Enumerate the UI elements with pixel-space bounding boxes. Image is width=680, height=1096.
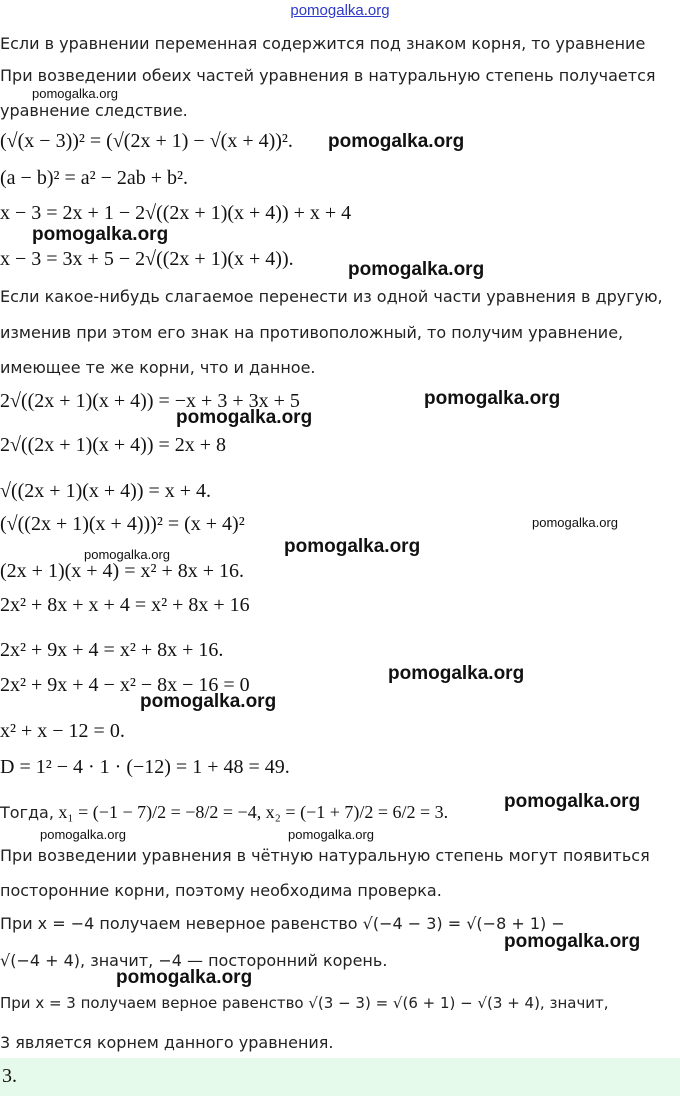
paragraph: имеющее те же корни, что и данное. [0,358,316,377]
watermark: pomogalka.org [176,407,313,428]
watermark: pomogalka.org [504,931,641,952]
check-line: √(−4 + 4), значит, −4 — посторонний корень. [0,951,388,970]
watermark: pomogalka.org [532,515,618,530]
paragraph: изменив при этом его знак на противоположный, то получим уравнение, [0,323,624,342]
equation: x − 3 = 2x + 1 − 2√((2x + 1)(x + 4)) + x + 4 [0,202,352,224]
watermark: pomogalka.org [328,131,465,152]
roots-prefix: Тогда, [0,803,54,822]
equation: D = 1² − 4 · 1 · (−12) = 1 + 48 = 49. [0,756,290,778]
watermark: pomogalka.org [140,691,277,712]
next-item-bar [0,1058,680,1096]
roots-line [0,802,448,823]
paragraph: посторонние корни, поэтому необходима проверка. [0,881,442,900]
watermark: pomogalka.org [84,547,170,562]
equation: 2x² + 8x + x + 4 = x² + 8x + 16 [0,594,250,616]
equation: (√((2x + 1)(x + 4)))² = (x + 4)² [0,513,245,535]
equation: (2x + 1)(x + 4) = x² + 8x + 16. [0,560,245,582]
next-item-number: 3. [2,1065,17,1087]
watermark: pomogalka.org [504,791,641,812]
watermark: pomogalka.org [388,663,525,684]
paragraph: Если какое-нибудь слагаемое перенести из одной части уравнения в другую, [0,287,663,306]
equation: (a − b)² = a² − 2ab + b². [0,167,189,189]
watermark: pomogalka.org [288,827,374,842]
watermark: pomogalka.org [32,86,118,101]
equation: 2√((2x + 1)(x + 4)) = 2x + 8 [0,434,227,456]
watermark: pomogalka.org [424,388,561,409]
equation: x − 3 = 3x + 5 − 2√((2x + 1)(x + 4)). [0,248,294,270]
root-x1: x₁ = (−1 − 7)/2 = −8/2 = −4, [58,802,262,822]
watermark: pomogalka.org [32,224,169,245]
equation: 2√((2x + 1)(x + 4)) = −x + 3 + 3x + 5 [0,390,300,412]
watermark: pomogalka.org [348,259,485,280]
paragraph: При возведении уравнения в чётную натуральную степень могут появиться [0,846,650,865]
equation: x² + x − 12 = 0. [0,720,125,742]
root-x2: x₂ = (−1 + 7)/2 = 6/2 = 3. [265,802,449,822]
paragraph: Если в уравнении переменная содержится под знаком корня, то уравнение [0,34,646,53]
paragraph: При возведении обеих частей уравнения в натуральную степень получается [0,66,656,85]
equation: √((2x + 1)(x + 4)) = x + 4. [0,480,212,502]
check-line: При x = −4 получаем неверное равенство √(−4 − 3) = √(−8 + 1) − [0,914,565,933]
site-link[interactable]: pomogalka.org [290,2,390,19]
equation: 2x² + 9x + 4 = x² + 8x + 16. [0,639,224,661]
watermark: pomogalka.org [284,536,421,557]
check-line: При x = 3 получаем верное равенство √(3 − 3) = √(6 + 1) − √(3 + 4), значит, [0,994,609,1012]
watermark: pomogalka.org [40,827,126,842]
paragraph: 3 является корнем данного уравнения. [0,1033,334,1052]
paragraph: уравнение следствие. [0,101,188,120]
equation: 2x² + 9x + 4 − x² − 8x − 16 = 0 [0,674,250,696]
equation: (√(x − 3))² = (√(2x + 1) − √(x + 4))². [0,130,293,152]
watermark: pomogalka.org [116,967,253,988]
